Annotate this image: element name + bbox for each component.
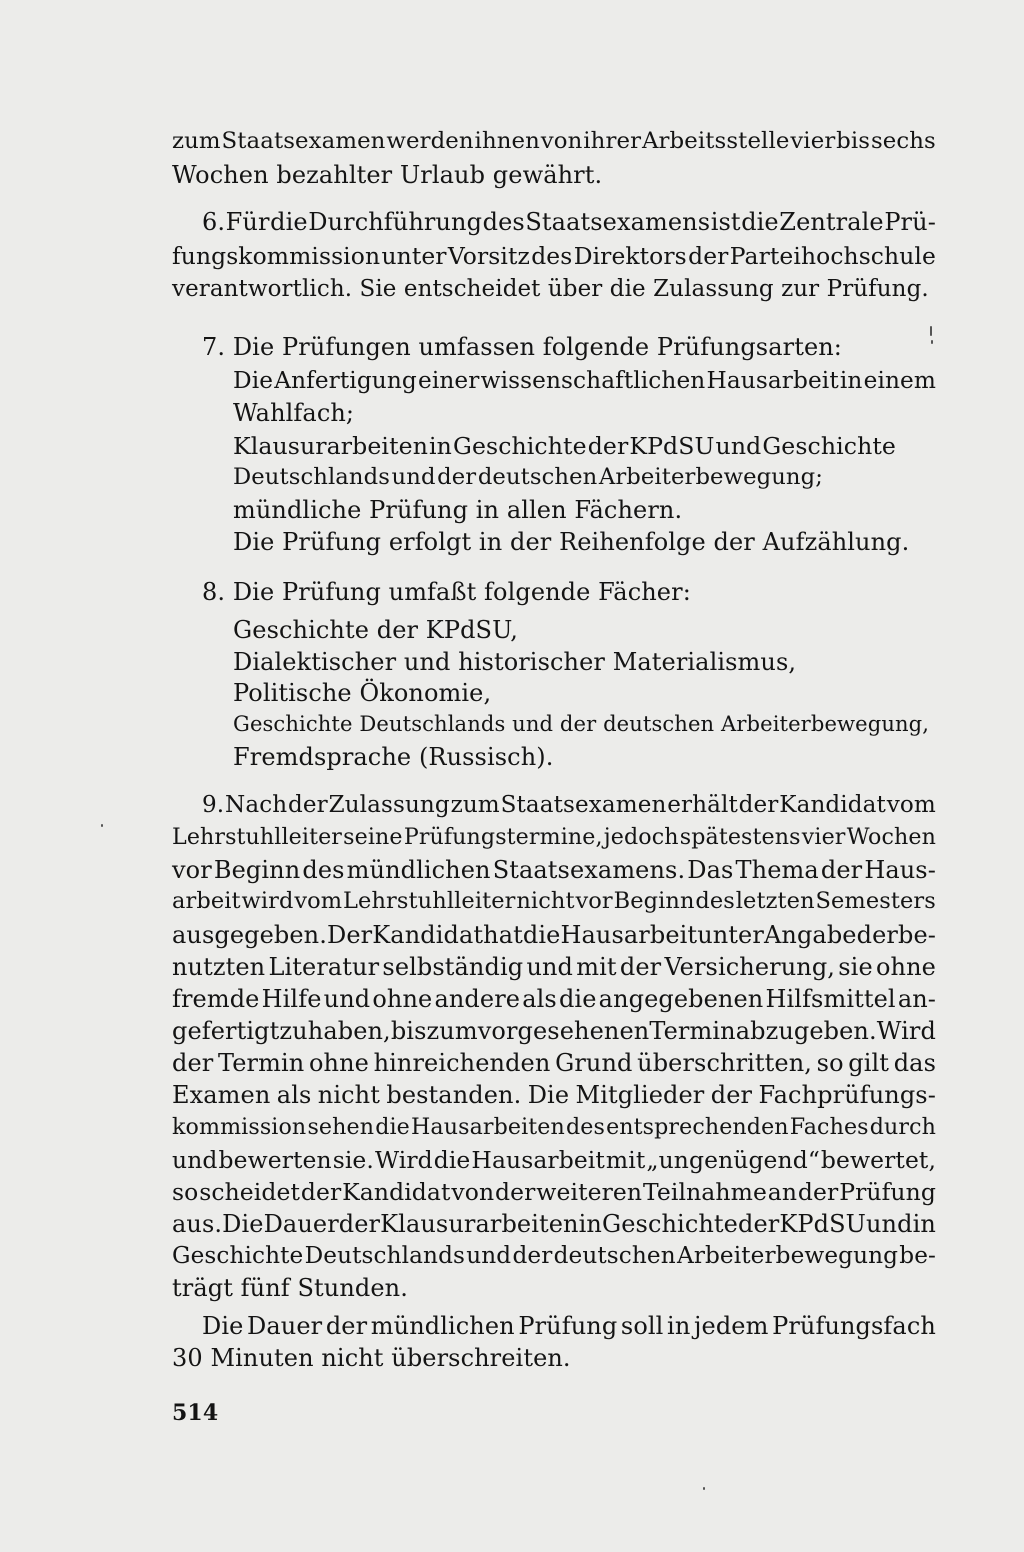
text-line: verantwortlich. Sie entscheidet über die Zulassung zur Prüfung. (172, 276, 929, 302)
text-line: Lehrstuhlleiter seine Prüfungstermine, jedoch spätestens vier Wochen (172, 824, 936, 850)
text-line: nutzten Literatur selbständig und mit der Versicherung, sie ohne (172, 953, 936, 981)
text-line: Geschichte Deutschlands und der deutschen Arbeiterbewegung be- (172, 1242, 936, 1269)
scan-speck (930, 326, 932, 336)
text-line: ausgegeben. Der Kandidat hat die Hausarbeit unter Angabe der be- (172, 921, 936, 949)
text-line: fungskommission unter Vorsitz des Direktors der Parteihochschule (172, 242, 936, 270)
list-item: Wahlfach; (233, 399, 355, 427)
text-line: Die Dauer der mündlichen Prüfung soll in jedem Prüfungsfach (202, 1312, 936, 1340)
text-line: gefertigt zu haben, bis zum vorgesehenen Termin abzugeben. Wird (172, 1017, 936, 1045)
page-number: 514 (172, 1400, 219, 1426)
text-line: 9. Nach der Zulassung zum Staatsexamen erhält der Kandidat vom (202, 792, 936, 818)
text-line: arbeit wird vom Lehrstuhlleiter nicht vor Beginn des letzten Semesters (172, 888, 936, 914)
text-line: zum Staatsexamen werden ihnen von ihrer Arbeitsstelle vier bis sechs (172, 128, 936, 154)
text-line: und bewerten sie. Wird die Hausarbeit mit „ungenügend“ bewertet, (172, 1146, 936, 1174)
text-line: fremde Hilfe und ohne andere als die angegebenen Hilfsmittel an- (172, 985, 936, 1013)
list-item: mündliche Prüfung in allen Fächern. (233, 496, 683, 524)
text-line: der Termin ohne hinreichenden Grund überschritten, so gilt das (172, 1049, 936, 1077)
text-line: trägt fünf Stunden. (172, 1274, 408, 1302)
list-item: Deutschlands und der deutschen Arbeiterbewegung; (233, 464, 823, 490)
text-line: Examen als nicht bestanden. Die Mitglieder der Fachprüfungs- (172, 1081, 936, 1109)
list-heading: 8. Die Prüfung umfaßt folgende Fächer: (202, 578, 691, 606)
text-line: 30 Minuten nicht überschreiten. (172, 1344, 571, 1372)
list-item: Geschichte Deutschlands und der deutschen Arbeiterbewegung, (233, 711, 930, 736)
scan-speck (101, 824, 103, 827)
scan-speck (931, 340, 933, 344)
scan-speck (703, 1487, 705, 1490)
list-item: Die Prüfung erfolgt in der Reihenfolge der Aufzählung. (233, 528, 910, 556)
text-line: so scheidet der Kandidat von der weiteren Teilnahme an der Prüfung (172, 1178, 936, 1206)
text-line: Wochen bezahlter Urlaub gewährt. (172, 161, 603, 189)
text-line: 6. Für die Durchführung des Staatsexamens ist die Zentrale Prü- (202, 208, 936, 236)
list-item: Politische Ökonomie, (233, 679, 492, 707)
list-item: Fremdsprache (Russisch). (233, 743, 554, 771)
list-item: Dialektischer und historischer Materialismus, (233, 648, 797, 676)
list-item: Geschichte der KPdSU, (233, 616, 518, 644)
list-heading: 7. Die Prüfungen umfassen folgende Prüfungsarten: (202, 333, 842, 361)
text-line: vor Beginn des mündlichen Staatsexamens. Das Thema der Haus- (172, 856, 936, 884)
list-item: Klausurarbeiten in Geschichte der KPdSU und Geschichte (233, 432, 896, 460)
text-line: kommission sehen die Hausarbeiten des entsprechenden Faches durch (172, 1114, 936, 1140)
text-line: aus. Die Dauer der Klausurarbeiten in Geschichte der KPdSU und in (172, 1210, 936, 1238)
list-item: Die Anfertigung einer wissenschaftlichen Hausarbeit in einem (233, 367, 936, 394)
